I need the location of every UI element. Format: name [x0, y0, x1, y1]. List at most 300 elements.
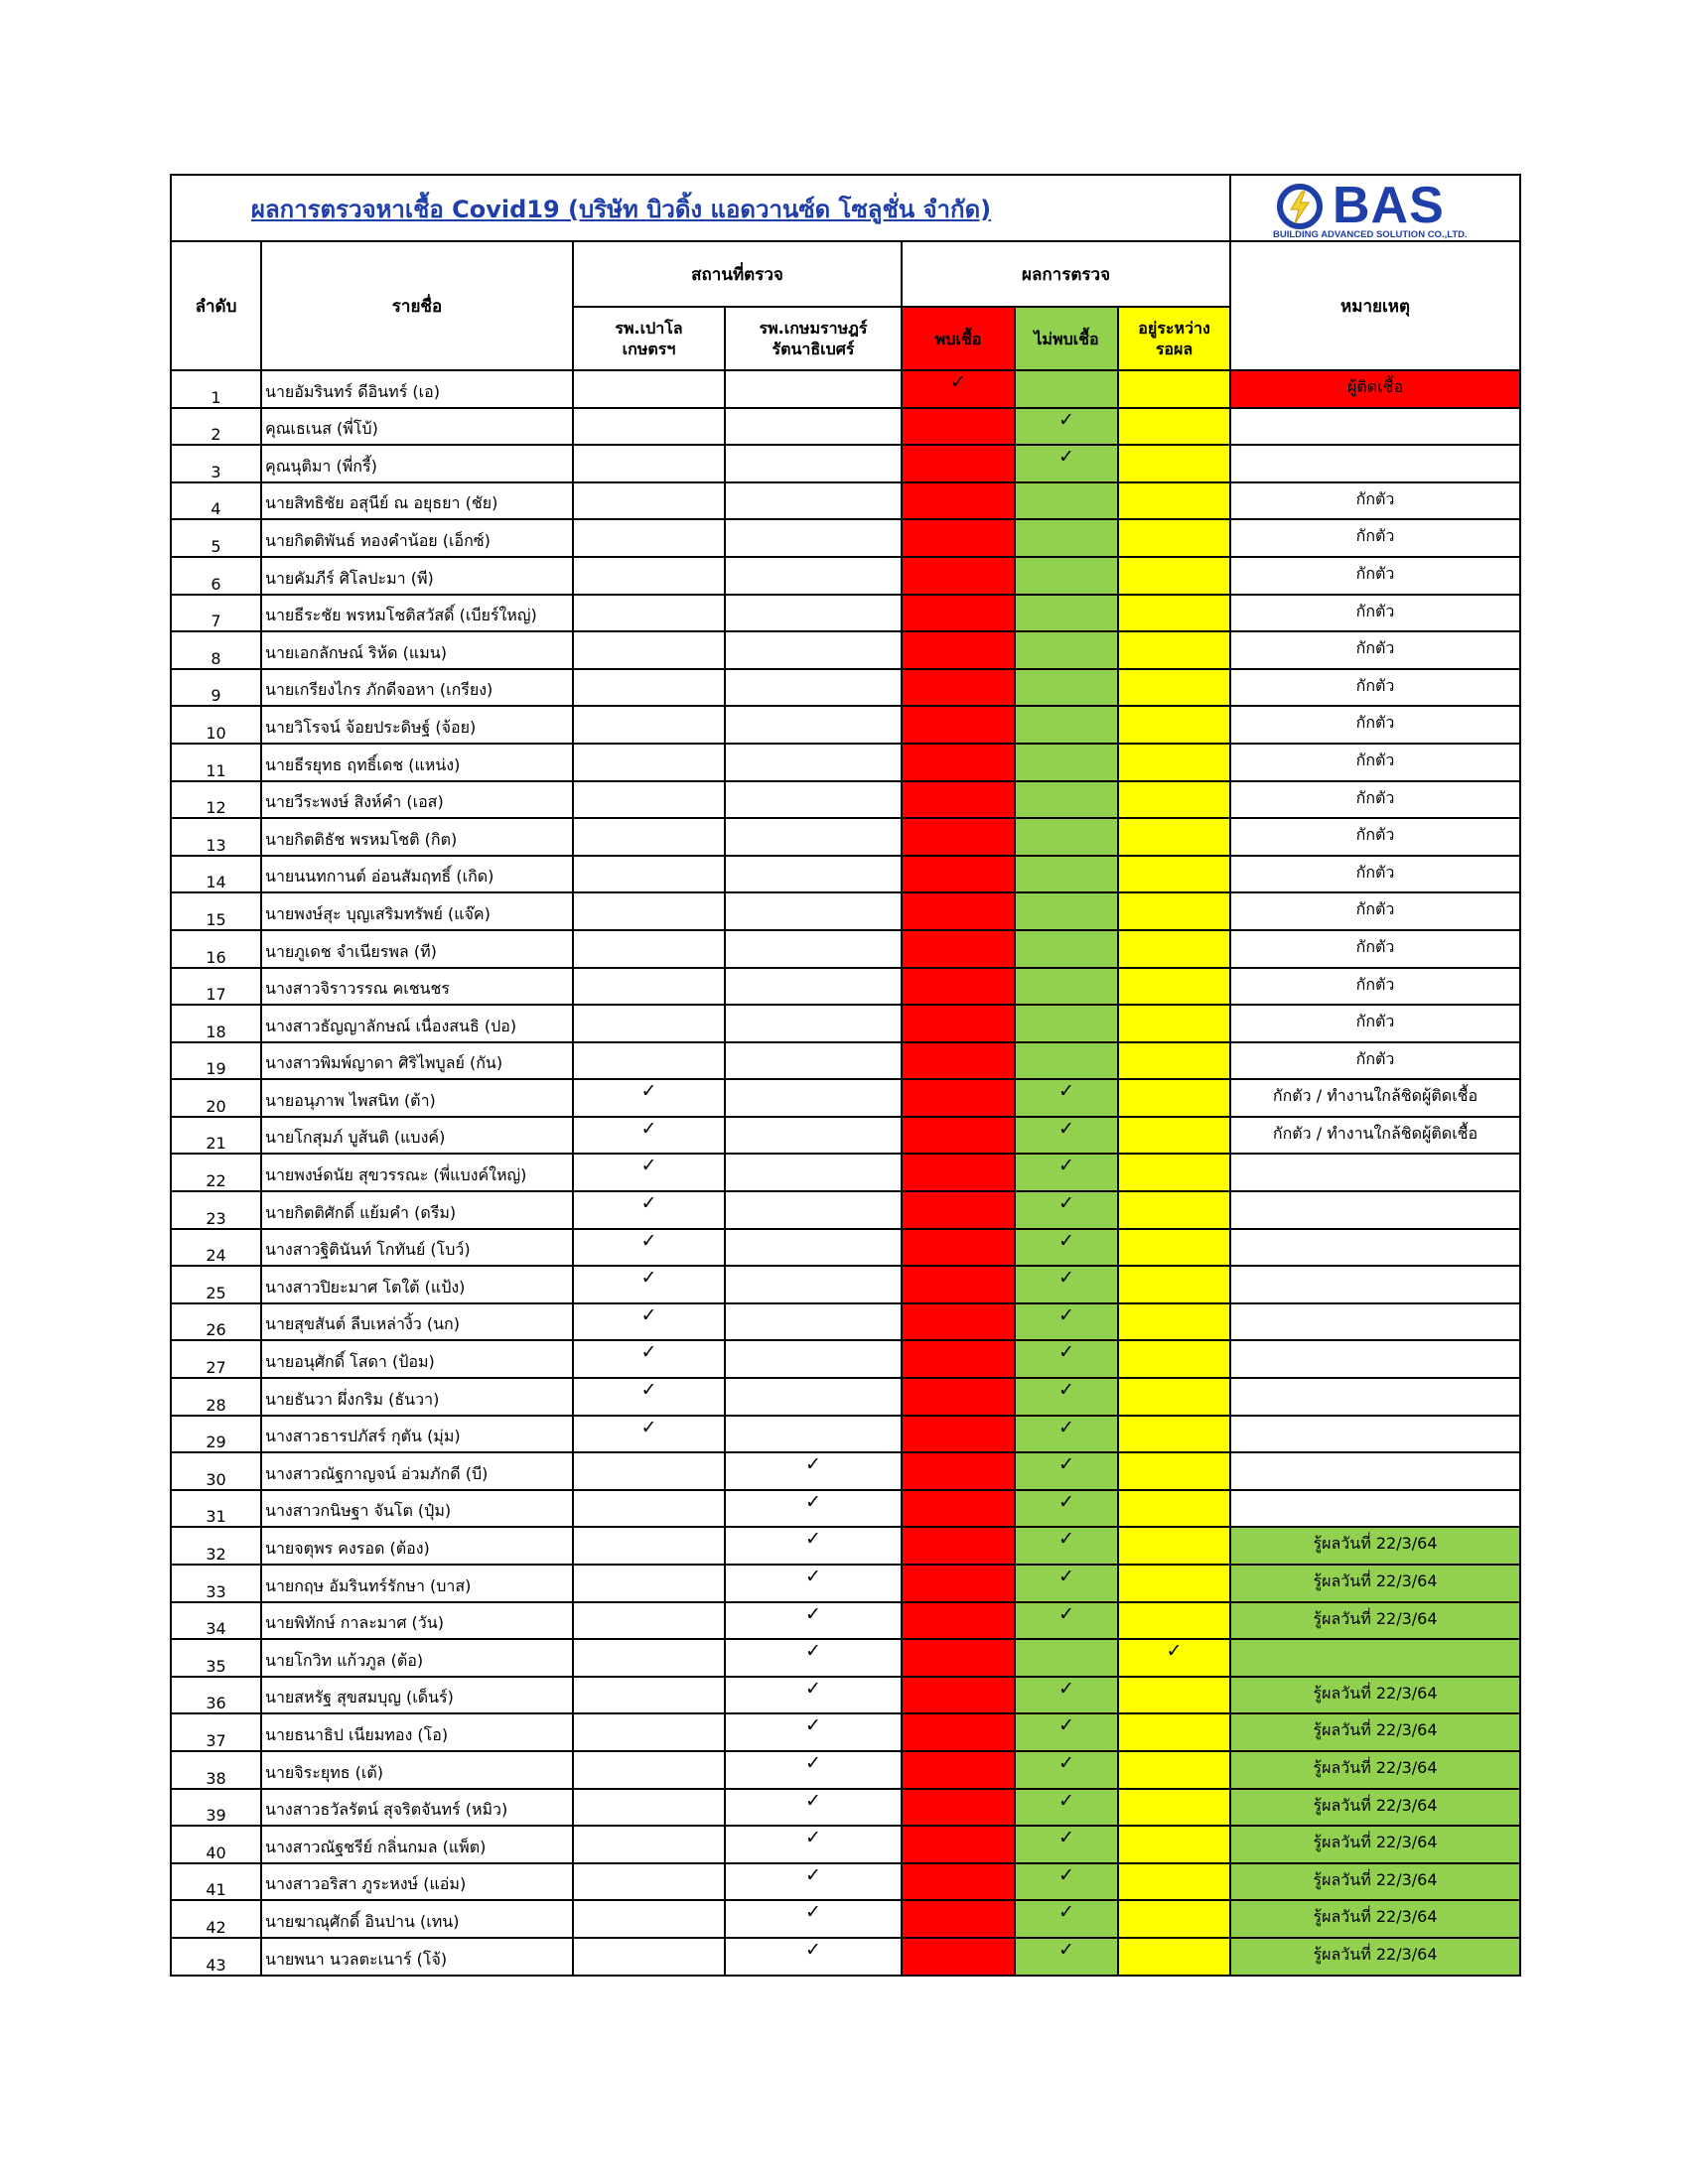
place-paolo-cell: [573, 669, 725, 707]
remark-cell: กักตัว: [1230, 669, 1520, 707]
remark-cell: รู้ผลวันที่ 22/3/64: [1230, 1713, 1520, 1751]
row-number: 41: [171, 1863, 261, 1901]
place-kasemrad-cell: [725, 482, 902, 520]
result-pending-cell: [1118, 1340, 1230, 1378]
table-row: [171, 1191, 1520, 1229]
table-row: [171, 1340, 1520, 1378]
result-notfound-cell: [1015, 818, 1118, 856]
result-notfound-cell: [1015, 1005, 1118, 1042]
row-number: 24: [171, 1229, 261, 1267]
person-name: นายธันวา ผึ่งกริม (ธันวา): [261, 1378, 573, 1416]
row-number: 35: [171, 1639, 261, 1677]
table-row: [171, 818, 1520, 856]
result-pending-cell: [1118, 1527, 1230, 1565]
header-pending-line1: อยู่ระหว่าง: [1138, 319, 1210, 338]
place-kasemrad-cell: [725, 445, 902, 482]
place-kasemrad-cell: [725, 744, 902, 781]
person-name: นายพิทักษ์ กาละมาศ (วัน): [261, 1602, 573, 1640]
result-notfound-cell: ✓: [1015, 1602, 1118, 1640]
result-found-cell: [902, 930, 1015, 968]
remark-cell: กักตัว: [1230, 557, 1520, 595]
result-pending-cell: [1118, 1416, 1230, 1453]
person-name: นางสาวณัฐกาญจน์ อ่วมภักดี (บี): [261, 1452, 573, 1490]
result-notfound-cell: ✓: [1015, 1154, 1118, 1191]
person-name: นายอัมรินทร์ ดีอินทร์ (เอ): [261, 370, 573, 408]
person-name: คุณเธเนส (พี่โบ้): [261, 408, 573, 446]
row-number: 7: [171, 595, 261, 632]
place-paolo-cell: [573, 595, 725, 632]
result-pending-cell: [1118, 519, 1230, 557]
result-notfound-cell: [1015, 930, 1118, 968]
place-paolo-cell: [573, 557, 725, 595]
row-number: 14: [171, 856, 261, 893]
result-found-cell: [902, 781, 1015, 819]
result-found-cell: [902, 1117, 1015, 1155]
header-result: ผลการตรวจ: [902, 241, 1230, 307]
table-row: [171, 1042, 1520, 1080]
title-row: [171, 175, 1230, 241]
person-name: นายจตุพร คงรอด (ต้อง): [261, 1527, 573, 1565]
result-found-cell: [902, 856, 1015, 893]
row-number: 1: [171, 370, 261, 408]
place-paolo-cell: ✓: [573, 1303, 725, 1341]
row-number: 39: [171, 1789, 261, 1827]
table-row: [171, 408, 1520, 446]
remark-cell: กักตัว: [1230, 781, 1520, 819]
person-name: นางสาวจิราวรรณ คเชนชร: [261, 968, 573, 1006]
remark-cell: กักตัว: [1230, 892, 1520, 930]
place-paolo-cell: [573, 1527, 725, 1565]
result-notfound-cell: [1015, 744, 1118, 781]
result-notfound-cell: [1015, 706, 1118, 744]
result-found-cell: [902, 1639, 1015, 1677]
remark-cell: กักตัว: [1230, 482, 1520, 520]
result-found-cell: [902, 892, 1015, 930]
place-kasemrad-cell: ✓: [725, 1527, 902, 1565]
place-kasemrad-cell: [725, 370, 902, 408]
place-paolo-cell: [573, 1863, 725, 1901]
remark-cell: [1230, 1452, 1520, 1490]
table-row: [171, 370, 1520, 408]
place-paolo-cell: [573, 370, 725, 408]
result-found-cell: [902, 445, 1015, 482]
result-found-cell: [902, 1266, 1015, 1303]
place-paolo-cell: [573, 1565, 725, 1602]
result-found-cell: [902, 1042, 1015, 1080]
place-kasemrad-cell: [725, 631, 902, 669]
header-place-kasemrad: [725, 307, 902, 370]
result-pending-cell: [1118, 1826, 1230, 1863]
result-pending-cell: [1118, 1863, 1230, 1901]
place-kasemrad-cell: [725, 1005, 902, 1042]
remark-cell: รู้ผลวันที่ 22/3/64: [1230, 1826, 1520, 1863]
result-found-cell: [902, 519, 1015, 557]
result-found-cell: [902, 1938, 1015, 1976]
result-notfound-cell: ✓: [1015, 1565, 1118, 1602]
table-row: [171, 482, 1520, 520]
place-kasemrad-cell: [725, 968, 902, 1006]
row-number: 26: [171, 1303, 261, 1341]
place-paolo-cell: [573, 1677, 725, 1714]
person-name: นายพงษ์สุะ บุญเสริมทรัพย์ (แจ๊ค): [261, 892, 573, 930]
remark-cell: รู้ผลวันที่ 22/3/64: [1230, 1677, 1520, 1714]
result-pending-cell: [1118, 1191, 1230, 1229]
place-paolo-cell: [573, 1751, 725, 1789]
place-kasemrad-cell: [725, 669, 902, 707]
person-name: นายฆาณุศักดิ์ อินปาน (เทน): [261, 1900, 573, 1938]
result-found-cell: [902, 1677, 1015, 1714]
remark-cell: [1230, 1266, 1520, 1303]
result-notfound-cell: ✓: [1015, 1378, 1118, 1416]
person-name: นางสาวณัฐชรีย์ กลิ่นกมล (แพ็ต): [261, 1826, 573, 1863]
person-name: นายอนุศักดิ์ โสดา (ป้อม): [261, 1340, 573, 1378]
place-paolo-cell: [573, 892, 725, 930]
result-pending-cell: [1118, 856, 1230, 893]
row-number: 3: [171, 445, 261, 482]
place-paolo-cell: [573, 1042, 725, 1080]
result-found-cell: [902, 557, 1015, 595]
place-paolo-cell: [573, 930, 725, 968]
place-paolo-cell: ✓: [573, 1229, 725, 1267]
result-found-cell: ✓: [902, 370, 1015, 408]
place-kasemrad-cell: ✓: [725, 1789, 902, 1827]
result-pending-cell: [1118, 1602, 1230, 1640]
result-found-cell: [902, 482, 1015, 520]
result-pending-cell: ✓: [1118, 1639, 1230, 1677]
remark-cell: กักตัว: [1230, 856, 1520, 893]
result-pending-cell: [1118, 1117, 1230, 1155]
table-row: [171, 1826, 1520, 1863]
header-pending: [1118, 307, 1230, 370]
result-found-cell: [902, 1565, 1015, 1602]
person-name: นายวีระพงษ์ สิงห์คำ (เอส): [261, 781, 573, 819]
remark-cell: รู้ผลวันที่ 22/3/64: [1230, 1863, 1520, 1901]
result-pending-cell: [1118, 892, 1230, 930]
person-name: นายธีระชัย พรหมโชติสวัสดิ์ (เบียร์ใหญ่): [261, 595, 573, 632]
remark-cell: [1230, 1229, 1520, 1267]
place-kasemrad-cell: [725, 1191, 902, 1229]
place-paolo-cell: [573, 781, 725, 819]
table-row: [171, 781, 1520, 819]
place-paolo-cell: [573, 1789, 725, 1827]
place-kasemrad-cell: [725, 519, 902, 557]
result-pending-cell: [1118, 1789, 1230, 1827]
table-row: [171, 1117, 1520, 1155]
header-place-paolo-line1: รพ.เปาโล: [615, 319, 683, 338]
result-found-cell: [902, 1863, 1015, 1901]
result-pending-cell: [1118, 1229, 1230, 1267]
row-number: 10: [171, 706, 261, 744]
place-paolo-cell: [573, 445, 725, 482]
remark-cell: กักตัว: [1230, 744, 1520, 781]
result-found-cell: [902, 408, 1015, 446]
place-paolo-cell: ✓: [573, 1416, 725, 1453]
row-number: 25: [171, 1266, 261, 1303]
place-kasemrad-cell: ✓: [725, 1639, 902, 1677]
row-number: 2: [171, 408, 261, 446]
place-kasemrad-cell: [725, 1229, 902, 1267]
result-pending-cell: [1118, 1005, 1230, 1042]
result-found-cell: [902, 631, 1015, 669]
remark-cell: กักตัว: [1230, 595, 1520, 632]
person-name: นายอนุภาพ ไพสนิท (ต้า): [261, 1079, 573, 1117]
result-pending-cell: [1118, 445, 1230, 482]
result-found-cell: [902, 1789, 1015, 1827]
result-pending-cell: [1118, 1378, 1230, 1416]
place-kasemrad-cell: [725, 856, 902, 893]
result-pending-cell: [1118, 1266, 1230, 1303]
table-row: [171, 1713, 1520, 1751]
remark-cell: รู้ผลวันที่ 22/3/64: [1230, 1789, 1520, 1827]
person-name: นายภูเดช จำเนียรพล (ที): [261, 930, 573, 968]
row-number: 33: [171, 1565, 261, 1602]
person-name: นายจิระยุทธ (เต้): [261, 1751, 573, 1789]
result-found-cell: [902, 1416, 1015, 1453]
place-kasemrad-cell: ✓: [725, 1565, 902, 1602]
result-pending-cell: [1118, 1677, 1230, 1714]
row-number: 12: [171, 781, 261, 819]
place-kasemrad-cell: ✓: [725, 1452, 902, 1490]
result-notfound-cell: ✓: [1015, 1079, 1118, 1117]
result-pending-cell: [1118, 669, 1230, 707]
place-paolo-cell: ✓: [573, 1266, 725, 1303]
place-kasemrad-cell: [725, 1416, 902, 1453]
result-pending-cell: [1118, 595, 1230, 632]
result-pending-cell: [1118, 557, 1230, 595]
remark-cell: กักตัว / ทำงานใกล้ชิดผู้ติดเชื้อ: [1230, 1079, 1520, 1117]
result-notfound-cell: ✓: [1015, 1789, 1118, 1827]
person-name: นายกฤษ อัมรินทร์รักษา (บาส): [261, 1565, 573, 1602]
person-name: นายเอกลักษณ์ ริห้ด (แมน): [261, 631, 573, 669]
header-found: พบเชื้อ: [902, 307, 1015, 370]
row-number: 16: [171, 930, 261, 968]
result-notfound-cell: ✓: [1015, 1751, 1118, 1789]
result-notfound-cell: ✓: [1015, 1713, 1118, 1751]
result-notfound-cell: [1015, 370, 1118, 408]
row-number: 30: [171, 1452, 261, 1490]
place-kasemrad-cell: ✓: [725, 1713, 902, 1751]
row-number: 13: [171, 818, 261, 856]
result-found-cell: [902, 595, 1015, 632]
person-name: นายกิตติศักดิ์ แย้มคำ (ดรีม): [261, 1191, 573, 1229]
place-paolo-cell: [573, 1452, 725, 1490]
place-paolo-cell: ✓: [573, 1191, 725, 1229]
row-number: 18: [171, 1005, 261, 1042]
place-kasemrad-cell: [725, 818, 902, 856]
result-notfound-cell: [1015, 669, 1118, 707]
table-row: [171, 1229, 1520, 1267]
person-name: นางสาวพิมพ์ญาดา ศิริไพบูลย์ (กัน): [261, 1042, 573, 1080]
header-place-kasemrad-line1: รพ.เกษมราษฎร์: [759, 319, 868, 338]
row-number: 38: [171, 1751, 261, 1789]
place-paolo-cell: [573, 1639, 725, 1677]
remark-cell: รู้ผลวันที่ 22/3/64: [1230, 1602, 1520, 1640]
result-notfound-cell: ✓: [1015, 1416, 1118, 1453]
table-row: [171, 1154, 1520, 1191]
place-kasemrad-cell: [725, 1117, 902, 1155]
result-found-cell: [902, 1602, 1015, 1640]
remark-cell: [1230, 445, 1520, 482]
place-kasemrad-cell: [725, 892, 902, 930]
result-found-cell: [902, 669, 1015, 707]
result-found-cell: [902, 744, 1015, 781]
row-number: 43: [171, 1938, 261, 1976]
result-found-cell: [902, 1452, 1015, 1490]
result-notfound-cell: ✓: [1015, 1527, 1118, 1565]
place-kasemrad-cell: ✓: [725, 1677, 902, 1714]
place-kasemrad-cell: ✓: [725, 1863, 902, 1901]
table-row: [171, 1079, 1520, 1117]
remark-cell: [1230, 1490, 1520, 1528]
result-found-cell: [902, 1378, 1015, 1416]
person-name: นางสาวฐิตินันท์ โกทันย์ (โบว์): [261, 1229, 573, 1267]
table-row: [171, 1005, 1520, 1042]
result-found-cell: [902, 1229, 1015, 1267]
table-row: [171, 1639, 1520, 1677]
company-logo: [1271, 177, 1509, 240]
row-number: 6: [171, 557, 261, 595]
person-name: นายธนาธิป เนียมทอง (โอ): [261, 1713, 573, 1751]
row-number: 34: [171, 1602, 261, 1640]
result-notfound-cell: [1015, 968, 1118, 1006]
row-number: 15: [171, 892, 261, 930]
place-paolo-cell: [573, 744, 725, 781]
place-kasemrad-cell: [725, 595, 902, 632]
result-notfound-cell: ✓: [1015, 1340, 1118, 1378]
place-paolo-cell: [573, 482, 725, 520]
result-pending-cell: [1118, 1154, 1230, 1191]
place-kasemrad-cell: [725, 557, 902, 595]
result-pending-cell: [1118, 818, 1230, 856]
place-kasemrad-cell: [725, 1266, 902, 1303]
result-pending-cell: [1118, 1079, 1230, 1117]
result-found-cell: [902, 1303, 1015, 1341]
result-pending-cell: [1118, 781, 1230, 819]
place-kasemrad-cell: ✓: [725, 1490, 902, 1528]
place-paolo-cell: ✓: [573, 1378, 725, 1416]
result-notfound-cell: [1015, 557, 1118, 595]
result-notfound-cell: [1015, 631, 1118, 669]
result-notfound-cell: [1015, 781, 1118, 819]
result-found-cell: [902, 1191, 1015, 1229]
person-name: นางสาวธัญญาลักษณ์ เนื่องสนธิ (ปอ): [261, 1005, 573, 1042]
row-number: 11: [171, 744, 261, 781]
row-number: 32: [171, 1527, 261, 1565]
result-pending-cell: [1118, 370, 1230, 408]
header-remark: หมายเหตุ: [1230, 241, 1520, 370]
result-notfound-cell: ✓: [1015, 1229, 1118, 1267]
place-paolo-cell: [573, 856, 725, 893]
place-paolo-cell: [573, 1826, 725, 1863]
result-notfound-cell: ✓: [1015, 1117, 1118, 1155]
place-kasemrad-cell: [725, 1154, 902, 1191]
header-place-paolo-line2: เกษตรฯ: [622, 340, 676, 358]
result-notfound-cell: ✓: [1015, 1677, 1118, 1714]
person-name: นางสาวปิยะมาศ โตใต้ (แป้ง): [261, 1266, 573, 1303]
person-name: นางสาวกนิษฐา จันโต (ปุ๋ม): [261, 1490, 573, 1528]
remark-cell: [1230, 1303, 1520, 1341]
place-kasemrad-cell: [725, 408, 902, 446]
place-paolo-cell: [573, 631, 725, 669]
row-number: 29: [171, 1416, 261, 1453]
result-pending-cell: [1118, 706, 1230, 744]
place-paolo-cell: ✓: [573, 1079, 725, 1117]
result-found-cell: [902, 1751, 1015, 1789]
place-kasemrad-cell: ✓: [725, 1751, 902, 1789]
place-kasemrad-cell: [725, 1340, 902, 1378]
place-paolo-cell: [573, 968, 725, 1006]
logo-wordmark: BAS: [1333, 177, 1445, 234]
table-row: [171, 706, 1520, 744]
result-pending-cell: [1118, 1938, 1230, 1976]
remark-cell: รู้ผลวันที่ 22/3/64: [1230, 1527, 1520, 1565]
table-row: [171, 1789, 1520, 1827]
row-number: 17: [171, 968, 261, 1006]
result-pending-cell: [1118, 930, 1230, 968]
table-row: [171, 1677, 1520, 1714]
table-body: [171, 370, 1520, 1976]
row-number: 5: [171, 519, 261, 557]
remark-cell: กักตัว: [1230, 968, 1520, 1006]
row-number: 37: [171, 1713, 261, 1751]
place-kasemrad-cell: ✓: [725, 1602, 902, 1640]
remark-cell: รู้ผลวันที่ 22/3/64: [1230, 1900, 1520, 1938]
row-number: 31: [171, 1490, 261, 1528]
result-notfound-cell: [1015, 519, 1118, 557]
row-number: 4: [171, 482, 261, 520]
person-name: นายสิทธิชัย อสุนีย์ ณ อยุธยา (ชัย): [261, 482, 573, 520]
row-number: 23: [171, 1191, 261, 1229]
result-notfound-cell: [1015, 1042, 1118, 1080]
place-paolo-cell: [573, 1602, 725, 1640]
row-number: 40: [171, 1826, 261, 1863]
logo-subtitle: BUILDING ADVANCED SOLUTION CO.,LTD.: [1273, 229, 1468, 240]
place-kasemrad-cell: [725, 930, 902, 968]
table-row: [171, 744, 1520, 781]
place-kasemrad-cell: ✓: [725, 1900, 902, 1938]
row-number: 36: [171, 1677, 261, 1714]
result-notfound-cell: [1015, 595, 1118, 632]
result-pending-cell: [1118, 968, 1230, 1006]
header-notfound: ไม่พบเชื้อ: [1015, 307, 1118, 370]
header-place: สถานที่ตรวจ: [573, 241, 902, 307]
result-notfound-cell: ✓: [1015, 1452, 1118, 1490]
result-found-cell: [902, 1154, 1015, 1191]
place-paolo-cell: ✓: [573, 1117, 725, 1155]
row-number: 8: [171, 631, 261, 669]
result-pending-cell: [1118, 744, 1230, 781]
person-name: นายสุขสันต์ ลีบเหล่างิ้ว (นก): [261, 1303, 573, 1341]
result-pending-cell: [1118, 408, 1230, 446]
result-notfound-cell: ✓: [1015, 1303, 1118, 1341]
remark-cell: กักตัว: [1230, 706, 1520, 744]
person-name: นายกิตติธัช พรหมโชติ (กิต): [261, 818, 573, 856]
place-kasemrad-cell: [725, 706, 902, 744]
remark-cell: กักตัว / ทำงานใกล้ชิดผู้ติดเชื้อ: [1230, 1117, 1520, 1155]
row-number: 42: [171, 1900, 261, 1938]
table-row: [171, 1266, 1520, 1303]
header-name: รายชื่อ: [261, 241, 573, 370]
header-no: ลำดับ: [171, 241, 261, 370]
row-number: 28: [171, 1378, 261, 1416]
result-pending-cell: [1118, 482, 1230, 520]
table-row: [171, 669, 1520, 707]
row-number: 21: [171, 1117, 261, 1155]
place-paolo-cell: [573, 706, 725, 744]
table-row: [171, 595, 1520, 632]
remark-cell: รู้ผลวันที่ 22/3/64: [1230, 1565, 1520, 1602]
place-kasemrad-cell: [725, 781, 902, 819]
